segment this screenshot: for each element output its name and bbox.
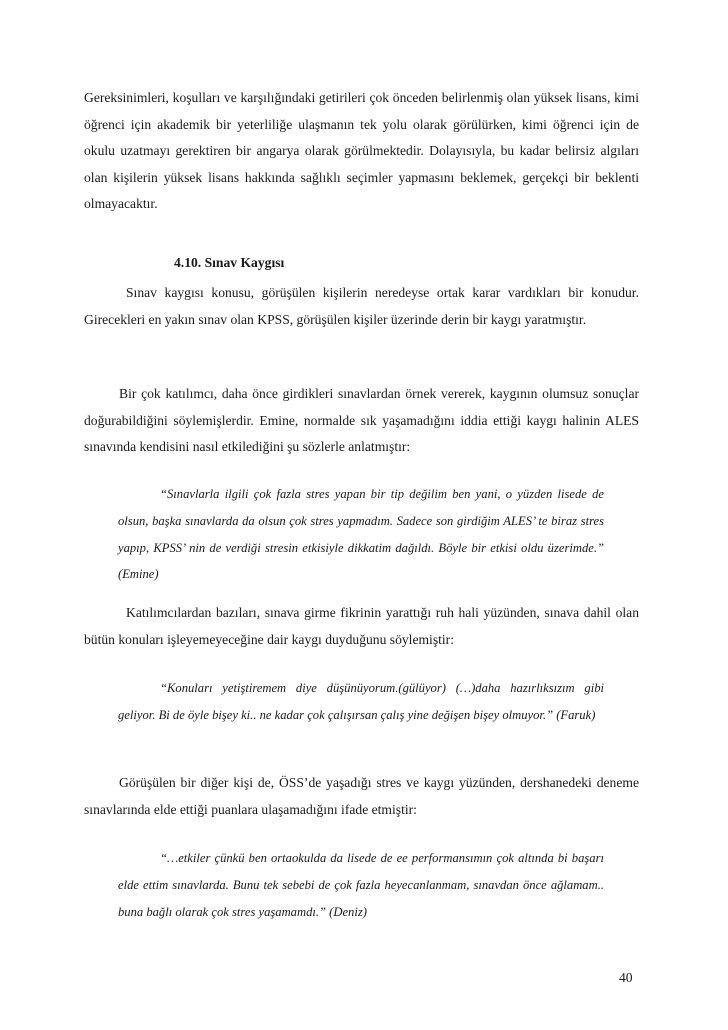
quote-emine: “Sınavlarla ilgili çok fazla stres yapan bir tip değilim ben yani, o yüzden lisede de olsun, başka sınavlarda da olsun çok stres yapmadım. Sadece son girdiğim ALES’ te biraz stres yapıp, KPSS’ nin de verdiği stresin etkisiyle dikkatim dağıldı. Böyle bir etkisi oldu üzerimde.” (Emine) (118, 487, 604, 582)
body-paragraph-oss: Görüşülen bir diğer kişi de, ÖSS’de yaşadığı stres ve kaygı yüzünden, dershanedeki deneme sınavlarında elde ettiği puanlara ulaşamadığını ifade etmiştir: (84, 775, 639, 817)
body-paragraph-intro: Gereksinimleri, koşulları ve karşılığındaki getirileri çok önceden belirlenmiş olan yüksek lisans, kimi öğrenci için akademik bir yeterliliğe ulaşmanın tek yolu olarak görülürken, kimi öğrenci için de okulu uzatmayı gerektiren bir angarya olarak görülmektedir. Dolayısıyla, bu kadar belirsiz algıları olan kişilerin yüksek lisans hakkında sağlıklı seçimler yapmasını beklemek, gerçekçi bir beklenti olmayacaktır. (84, 90, 639, 211)
body-paragraph-participants: Bir çok katılımcı, daha önce girdikleri sınavlardan örnek vererek, kaygının olumsuz sonuçlar doğurabildiğini söylemişlerdir. Emine, normalde sık yaşamadığını iddia ettiği kaygı halinin ALES sınavında kendisini nasıl etkilediğini şu sözlerle anlatmıştır: (84, 386, 639, 454)
page-number: 40 (619, 970, 633, 985)
quote-deniz: “…etkiler çünkü ben ortaokulda da lisede de ee performansımın çok altında bi başarı elde ettim sınavlarda. Bunu tek sebebi de çok fazla heyecanlanmam, sınavdan önce ağlamam.. buna bağlı olarak çok stres yaşamamdı.” (Deniz) (118, 851, 604, 919)
quote-faruk: “Konuları yetiştiremem diye düşünüyorum.(gülüyor) (…)daha hazırlıksızım gibi geliyor. Bi de öyle bişey ki.. ne kadar çok çalışırsan çalış yine değişen bişey olmuyor.” (Faruk) (118, 681, 604, 722)
body-paragraph-topics: Katılımcılardan bazıları, sınava girme fikrinin yarattığı ruh hali yüzünden, sınava dahil olan bütün konuları işleyemeyeceğine dair kaygı duyduğunu söylemiştir: (84, 605, 639, 647)
section-heading: 4.10. Sınav Kaygısı (174, 255, 285, 270)
body-paragraph-exam-anxiety: Sınav kaygısı konusu, görüşülen kişilerin neredeyse ortak karar vardıkları bir konudur. Girecekleri en yakın sınav olan KPSS, görüşülen kişiler üzerinde derin bir kaygı yaratmıştır. (84, 285, 639, 327)
